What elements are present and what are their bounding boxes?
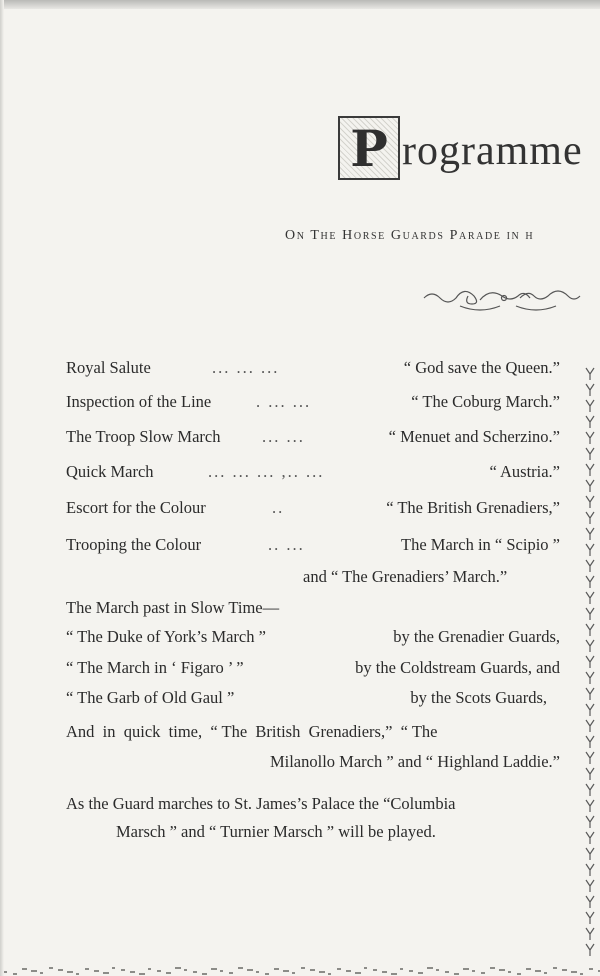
event-name: The Troop Slow March (66, 427, 221, 446)
programme-heading (338, 110, 583, 180)
scan-top-edge (0, 0, 600, 9)
music-piece: “ Menuet and Scherzino.” (388, 427, 560, 446)
leader-dots: ... ... ... ,.. ... (208, 462, 325, 481)
march-past-piece: “ The March in ‘ Figaro ’ ” (66, 658, 244, 677)
ornamental-border-icon (580, 360, 600, 960)
programme-row (66, 496, 560, 520)
heading-text: rogramme (402, 128, 583, 174)
scan-left-edge (0, 0, 4, 976)
march-past-regiment: by the Scots Guards, (410, 688, 547, 707)
flourish-ornament-icon (420, 282, 590, 318)
quick-time-line-continued: Milanollo March ” and “ Highland Laddie.” (269, 752, 560, 771)
march-past-intro: The March past in Slow Time— (66, 598, 280, 617)
programme-row (66, 460, 560, 484)
march-past-piece: “ The Garb of Old Gaul ” (66, 688, 235, 707)
programme-row (66, 425, 560, 449)
music-piece: “ The Coburg March.” (411, 392, 560, 411)
leader-dots: .. ... (268, 535, 305, 554)
music-piece: The March in “ Scipio ” (401, 535, 560, 554)
guard-march-line-continued: Marsch ” and “ Turnier Marsch ” will be played. (116, 822, 436, 841)
event-name: Quick March (66, 462, 154, 481)
event-name: Royal Salute (66, 358, 151, 377)
leader-dots: ... ... ... (212, 358, 280, 377)
event-name: Inspection of the Line (66, 392, 212, 411)
quick-time-line: And in quick time, “ The British Grenadiers,” “ The (66, 722, 438, 741)
programme-row (66, 390, 560, 414)
trooping-continuation: and “ The Grenadiers’ March.” (303, 567, 508, 586)
leader-dots: .. (272, 498, 285, 517)
march-past-regiment: by the Coldstream Guards, and (355, 658, 560, 677)
march-past-regiment: by the Grenadier Guards, (393, 627, 560, 646)
music-piece: “ God save the Queen.” (403, 358, 560, 377)
subheading: On The Horse Guards Parade in h (285, 228, 535, 243)
music-piece: “ The British Grenadiers,” (386, 498, 560, 517)
ornamental-drop-cap: P (338, 116, 400, 180)
guard-march-line: As the Guard marches to St. James’s Palace the “Columbia (66, 794, 456, 813)
event-name: Escort for the Colour (66, 498, 206, 517)
music-piece: “ Austria.” (489, 462, 560, 481)
leader-dots: . ... ... (256, 392, 312, 411)
programme-row (66, 533, 560, 557)
march-past-piece: “ The Duke of York’s March ” (66, 627, 266, 646)
programme-row (66, 356, 560, 380)
event-name: Trooping the Colour (66, 535, 202, 554)
scan-bottom-edge (0, 955, 600, 976)
leader-dots: ... ... (262, 427, 305, 446)
